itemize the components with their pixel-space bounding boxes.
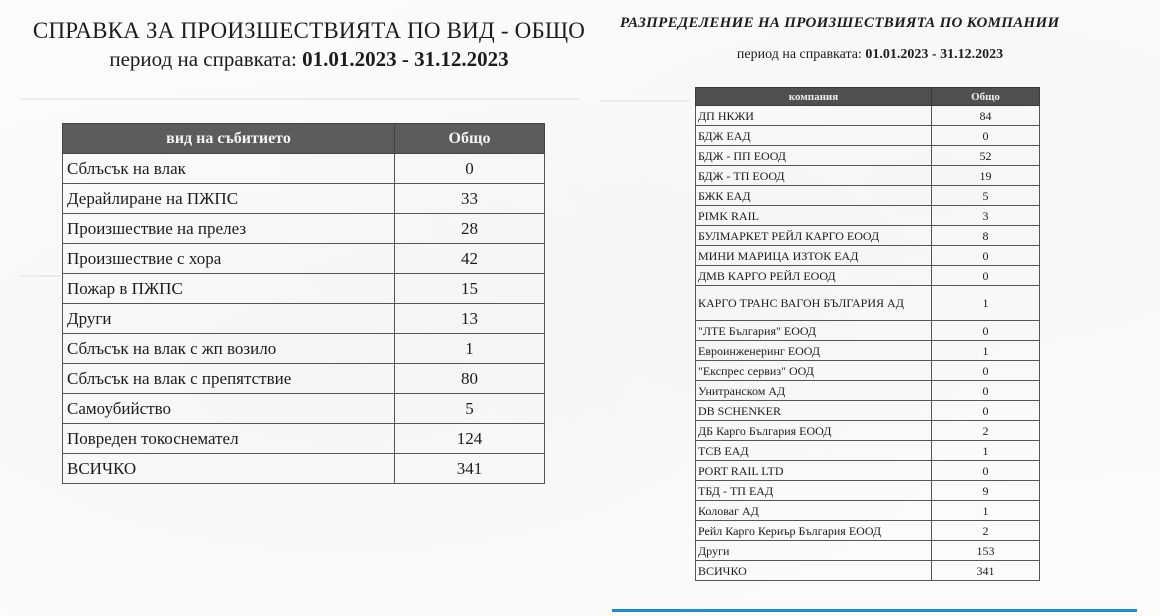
table-row (696, 461, 1040, 481)
total-label: ВСИЧКО (696, 561, 932, 581)
company-total: 0 (932, 401, 1040, 421)
company-total: 0 (932, 266, 1040, 286)
company-total: 2 (932, 421, 1040, 441)
table-row (696, 381, 1040, 401)
company-total: 1 (932, 501, 1040, 521)
column-header-total: Общо (395, 124, 545, 154)
table-row (696, 166, 1040, 186)
company-name: КАРГО ТРАНС ВАГОН БЪЛГАРИЯ АД (696, 286, 932, 321)
company-total: 1 (932, 286, 1040, 321)
table-row (696, 106, 1040, 126)
table-row (696, 186, 1040, 206)
left-period-value: 01.01.2023 - 31.12.2023 (302, 47, 509, 71)
incident-type: Повреден токоснемател (63, 424, 395, 454)
incidents-by-type-table (62, 123, 545, 484)
total-value: 341 (395, 454, 545, 484)
right-period-value: 01.01.2023 - 31.12.2023 (865, 47, 1004, 62)
table-row (63, 394, 545, 424)
company-total: 19 (932, 166, 1040, 186)
table-row (696, 286, 1040, 321)
company-name: "ЛТЕ България" ЕООД (696, 321, 932, 341)
company-total: 0 (932, 361, 1040, 381)
company-total: 0 (932, 321, 1040, 341)
company-name: "Експрес сервиз" ООД (696, 361, 932, 381)
company-name: ДП НКЖИ (696, 106, 932, 126)
incident-total: 1 (395, 334, 545, 364)
table-row (696, 401, 1040, 421)
table-row (696, 421, 1040, 441)
company-name: PIMK RAIL (696, 206, 932, 226)
table-row (696, 146, 1040, 166)
incident-total: 0 (395, 154, 545, 184)
column-header-type: вид на събитието (63, 124, 395, 154)
table-total-row (63, 454, 545, 484)
incident-total: 15 (395, 274, 545, 304)
company-name: ТСВ ЕАД (696, 441, 932, 461)
incidents-by-company-table (695, 87, 1040, 581)
table-row (696, 361, 1040, 381)
left-period-label: период на справката: (109, 47, 297, 71)
table-row (696, 246, 1040, 266)
company-name: ДБ Карго България ЕООД (696, 421, 932, 441)
table-row (63, 244, 545, 274)
company-total: 52 (932, 146, 1040, 166)
company-total: 84 (932, 106, 1040, 126)
column-header-company: компания (696, 88, 932, 106)
incident-total: 80 (395, 364, 545, 394)
company-name: Евроинженеринг ЕООД (696, 341, 932, 361)
incident-type: Сблъсък на влак с жп возило (63, 334, 395, 364)
company-name: Други (696, 541, 932, 561)
company-name: БУЛМАРКЕТ РЕЙЛ КАРГО ЕООД (696, 226, 932, 246)
company-name: БДЖ - ПП ЕООД (696, 146, 932, 166)
incident-type: Сблъсък на влак с препятствие (63, 364, 395, 394)
incident-type: Дерайлиране на ПЖПС (63, 184, 395, 214)
scan-artifact (20, 275, 60, 277)
table-row (696, 521, 1040, 541)
incident-type: Самоубийство (63, 394, 395, 424)
left-report-title: СПРАВКА ЗА ПРОИЗШЕСТВИЯТА ПО ВИД - ОБЩО (32, 18, 586, 43)
company-total: 3 (932, 206, 1040, 226)
company-total: 0 (932, 381, 1040, 401)
total-value: 341 (932, 561, 1040, 581)
company-name: ТБД - ТП ЕАД (696, 481, 932, 501)
company-name: Коловаг АД (696, 501, 932, 521)
table-row (63, 334, 545, 364)
table-header-row (696, 88, 1040, 106)
company-name: БДЖ ЕАД (696, 126, 932, 146)
total-label: ВСИЧКО (63, 454, 395, 484)
table-row (63, 184, 545, 214)
table-row (696, 126, 1040, 146)
table-header-row (63, 124, 545, 154)
right-report-period (700, 47, 1040, 63)
selection-underline (612, 609, 1137, 612)
company-total: 9 (932, 481, 1040, 501)
company-total: 0 (932, 126, 1040, 146)
company-total: 153 (932, 541, 1040, 561)
company-total: 8 (932, 226, 1040, 246)
table-row (696, 341, 1040, 361)
table-row (696, 266, 1040, 286)
table-row (63, 214, 545, 244)
company-name: Рейл Карго Кериър България ЕООД (696, 521, 932, 541)
table-row (696, 481, 1040, 501)
table-row (696, 501, 1040, 521)
table-row (696, 441, 1040, 461)
table-row (63, 154, 545, 184)
scan-artifact (20, 98, 580, 100)
table-row (63, 274, 545, 304)
incident-type: Пожар в ПЖПС (63, 274, 395, 304)
table-total-row (696, 561, 1040, 581)
incident-total: 13 (395, 304, 545, 334)
incident-total: 124 (395, 424, 545, 454)
company-name: БДЖ - ТП ЕООД (696, 166, 932, 186)
company-total: 2 (932, 521, 1040, 541)
incident-type: Произшествие на прелез (63, 214, 395, 244)
column-header-total: Общо (932, 88, 1040, 106)
company-name: PORT RAIL LTD (696, 461, 932, 481)
table-row (63, 424, 545, 454)
table-row (696, 226, 1040, 246)
company-total: 0 (932, 461, 1040, 481)
incident-type: Други (63, 304, 395, 334)
incident-type: Произшествие с хора (63, 244, 395, 274)
right-report-title: РАЗПРЕДЕЛЕНИЕ НА ПРОИЗШЕСТВИЯТА ПО КОМПАНИИ (620, 15, 1060, 31)
company-name: Унитранском АД (696, 381, 932, 401)
table-row (63, 304, 545, 334)
company-name: БЖК ЕАД (696, 186, 932, 206)
company-total: 5 (932, 186, 1040, 206)
right-period-label: период на справката: (736, 47, 862, 62)
incident-total: 33 (395, 184, 545, 214)
company-name: DB SCHENKER (696, 401, 932, 421)
scan-artifact (600, 100, 690, 102)
incident-total: 5 (395, 394, 545, 424)
incident-total: 28 (395, 214, 545, 244)
left-report-period (14, 47, 604, 72)
table-row (63, 364, 545, 394)
table-row (696, 206, 1040, 226)
company-name: МИНИ МАРИЦА ИЗТОК ЕАД (696, 246, 932, 266)
company-total: 1 (932, 341, 1040, 361)
company-total: 1 (932, 441, 1040, 461)
table-row (696, 321, 1040, 341)
incident-type: Сблъсък на влак (63, 154, 395, 184)
table-row (696, 541, 1040, 561)
company-name: ДМВ КАРГО РЕЙЛ ЕООД (696, 266, 932, 286)
incident-total: 42 (395, 244, 545, 274)
company-total: 0 (932, 246, 1040, 266)
